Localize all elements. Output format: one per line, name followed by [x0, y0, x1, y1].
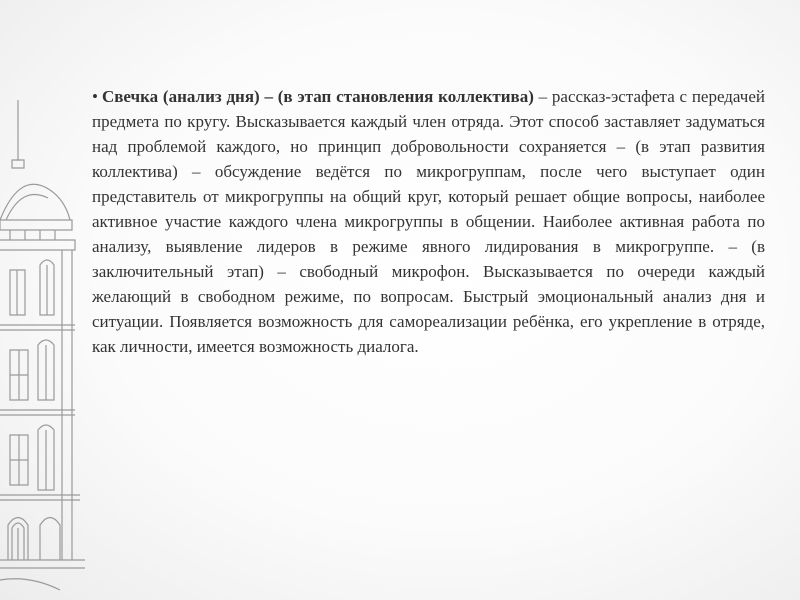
- slide-heading: Свечка (анализ дня) – (в этап становления коллектива): [101, 87, 534, 106]
- slide-text: [92, 84, 765, 359]
- building-illustration-icon: [0, 90, 90, 600]
- slide-body: – рассказ-эстафета с передачей предмета по кругу. Высказывается каждый член отряда. Этот способ заставляет задуматься над проблемой каждого, но принцип добровольности сохраняется – (в этап развития коллектива) – обсуждение ведётся по микрогруппам, после чего выступает один представитель от микрогруппы на общий круг, который решает общие вопросы, наиболее активное участие каждого члена микрогруппы в общении. Наиболее активная работа по анализу, выявление лидеров в режиме явного лидирования в микрогруппе. – (в заключительный этап) – свободный микрофон. Высказывается по очереди каждый желающий в свободном режиме, по вопросам. Быстрый эмоциональный анализ дня и ситуации. Появляется возможность для самореализации ребёнка, его укрепление в отряде, как личности, имеется возможность диалога.: [92, 87, 765, 356]
- bullet-icon: •: [92, 87, 98, 106]
